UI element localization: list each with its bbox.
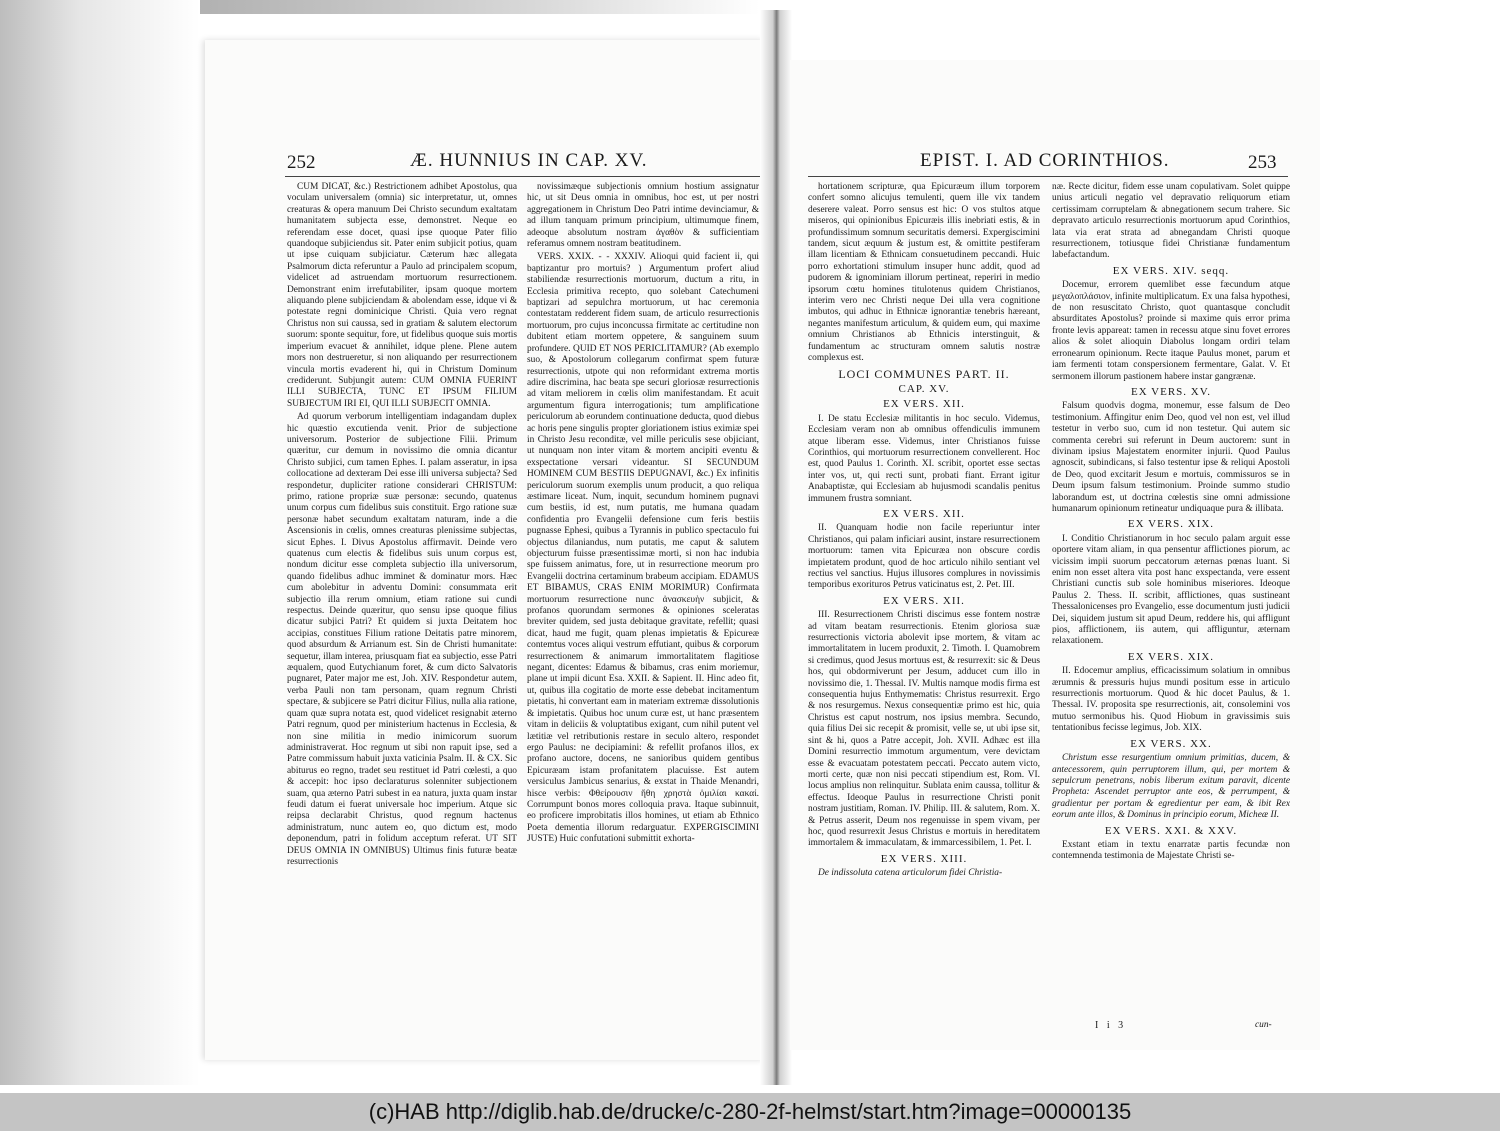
paragraph: I. Conditio Christianorum in hoc seculo palam arguit esse oportere vitam aliam, in qua pensentur afflictiones piorum, ac vicissim impii suorum peccatorum æternas pœnas luant. Si enim non esset altera vita post hanc exspectanda, vere essent Christiani cunctis sub sole hominibus miseriores. Ideoque Paulus 2. Thess. II. scribit, afflictiones, quas sustineant Thessalonicenses pro Evangelio, esse documentum justi judicii Dei, siquidem justum sit apud Deum, reddere his, qui affligunt pios, afflictionem, iis autem, qui affliguntur, æternam relaxationem. bbox=[1052, 533, 1290, 647]
copyright-footer bbox=[0, 1093, 1500, 1131]
footer-text: (c)HAB http://diglib.hab.de/drucke/c-280-2f-helmst/start.htm?image=00000135 bbox=[368, 1099, 1132, 1124]
left-running-head: Æ. HUNNIUS IN CAP. XV. bbox=[410, 150, 648, 171]
paragraph: Ad quorum verborum intelligentiam indagandam duplex hic quæstio excutienda venit. Prior de subjectione universorum. Posterior de subjectione Filii. Primum quæritur, cur demum in novissimo die omnia dicantur Christo subjici, cum tamen Ephes. I. palam asseratur, in ipsa collocatione ad dexteram Dei esse illi universa subjecta? Sed respondetur, dupliciter ratione considerari CHRISTUM: primo, ratione propriæ suæ personæ: secundo, quatenus unum corpus cum fidelibus suis constituit. Ergo ratione suæ personæ habet secundum exaltatam naturam, inde a die Ascensionis in cœlis, omnes creaturas plenissime subjectas, sicut Ephes. I. Divus Apostolus affirmavit. Deinde vero quatenus cum electis & fidelibus suis unum corpus est, nondum dicitur esse completa subjectio illa universorum, quando fidelibus adhuc imminet & dominatur mors. Hæc cum abolebitur in adventu Domini: consummata erit subjectio illa rerum omnium, etiam ratione sui cundi respectus. Deinde quæritur, quo sensu ipse quoque filius dicatur subjici Patri? Et quidem si juxta Deitatem hoc accipias, constitues Filium ratione Deitatis patre minorem, quod absurdum & Arrianum est. Sin de Christi humanitate: sequetur, illam interea, priusquam fiat ea subjectio, esse Patri æqualem, quod Eutychianum foret, & cum dicto Salvatoris pugnaret, Pater major me est, Joh. XIV. Respondetur autem, verba Pauli non tam personam, quam regnum Christi spectare, & subjicere se Patri dicitur Filius, nulla alia ratione, quam quæ supra notata est, quod videlicet resignabit æterno Patri regnum, quod per ministerium hactenus in Ecclesia, & non sine militia in medio inimicorum suorum administraverat. Hoc regnum ut sibi non rapuit ipse, sed a Patre commissum habuit juxta vaticinia Psalm. II. & CX. Sic abiturus eo regno, tradet seu restituet id Patri cœlesti, a quo & accepit: hoc ipso declaraturus solenniter subjectionem suam, qua æterno Patri subest in ea natura, juxta quam instar feudi datum ei fuerat universale hoc imperium. Atque sic reipsa declarabit Christus, quod regnum hactenus administratum, nunc autem eo, quo dictum est, modo deponendum, patri in folidum acceptum referat. UT SIT DEUS OMNIA IN OMNIBUS) Ultimus finis futuræ beatæ resurrectionis bbox=[287, 412, 517, 867]
right-column-2 bbox=[1052, 182, 1290, 1052]
right-head-rule bbox=[808, 176, 1288, 177]
left-head-rule bbox=[285, 176, 760, 177]
verse-heading: EX VERS. XII. bbox=[883, 507, 965, 520]
left-column-2 bbox=[527, 182, 759, 1052]
chapter-heading: CAP. XV. bbox=[898, 382, 950, 395]
signature-mark: I i 3 bbox=[1095, 1020, 1127, 1031]
left-column-1 bbox=[287, 182, 517, 1052]
verse-heading: EX VERS. XXI. & XXV. bbox=[1104, 824, 1238, 837]
verse-heading: EX VERS. XIX. bbox=[1127, 518, 1215, 531]
section-heading: LOCI COMMUNES PART. II. bbox=[838, 366, 1010, 381]
paragraph: II. Edocemur amplius, efficacissimum solatium in omnibus ærumnis & pressuris hujus mundi positum esse in articulo resurrectionis mortuorum. Quod & hic docet Paulus, & 1. Thessal. IV. proposita spe resurrectionis, ait, consolemini vos mutuo sermonibus his. Quod Hiobum in gravissimis suis tentationibus fecisse legimus, Job. XIX. bbox=[1052, 666, 1290, 734]
left-page bbox=[205, 40, 765, 1060]
right-running-head: EPIST. I. AD CORINTHIOS. bbox=[920, 150, 1170, 171]
verse-heading: EX VERS. XV. bbox=[1130, 385, 1212, 398]
verse-heading: EX VERS. XII. bbox=[883, 594, 965, 607]
right-page bbox=[790, 60, 1320, 1050]
paragraph: Christum esse resurgentium omnium primitias, ducem, & antecessorem, quin perruptorem illum, qui, per mortem & sepulcrum penetrans, nobis liberum exitum paravit, dicente Propheta: Ascendet perruptor ante eos, & perrumpent, & gradientur per portam & egredientur per eam, & ibit Rex eorum ante illos, & Dominus in principio eorum, Micheæ II. bbox=[1052, 753, 1290, 821]
paragraph: III. Resurrectionem Christi discimus esse fontem nostræ ad vitam beatam resurrectionis. Etenim gloriosa suæ resurrectionis victoria abolevit ipse mortem, & vitam ac immortalitatem in lucem produxit, 2. Timoth. I. Quamobrem si credimus, quod Jesus mortuus est, & resurrexit: sic & Deus hos, qui obdormiverunt per Jesum, adducet cum illo in novissimo die, 1. Thessal. IV. Multis namque modis firma est consequentia hujus Enthymematis: Christus resurrexit. Ergo & nos resurgemus. Nexus consequentiæ primo est hic, quia Christus est caput nostrum, nos ipsius membra. Secundo, quia filius Dei sic recepit & promisit, velle se, ut ubi ipse sit, sint & hi, quos a Patre accepit, Joh. XVII. Adhæc est illa Domini resurrectio immotum argumentum, vere devictam esse & evacuatam potestatem peccati. Peccato autem victo, morti certe, quæ non nisi peccati stipendium est, Rom. VI. locus amplius non relinquitur. Sublata enim caussa, tollitur & effectus. Ideoque Paulus in resurrectione Christi ponit nostram justitiam, Roman. IV. Philip. III. & salutem, Rom. X. & Petrus asserit, Deum nos regenuisse in spem vivam, per hoc, quod resurrexit Jesus Christus e mortuis in hereditatem immortalem & immaculatam, & immarcessibilem, 1. Pet. I. bbox=[808, 610, 1040, 849]
paragraph: CUM DICAT, &c.) Restrictionem adhibet Apostolus, qua voculam universalem (omnia) sic interpretatur, ut, omnes creaturas & opera manuum Dei Christo secundum exaltatam humanitatem subjecta esse, demonstret. Neque eo referendam esse docet, quasi ipse quoque Pater filio quandoque subjiciendus sit. Pater enim subjicit potius, quam ut ipse cuiquam subjiciatur. Cæterum hæc allegata Psalmorum dicta referuntur a Paulo ad principalem scopum, videlicet ad astruendam mortuorum resurrectionem. Demonstrant enim irrefutabiliter, ipsam quoque mortem aliquando plene subjiciendam & abolendam esse, idque vi & potestate regni dominicique Christi. Quia vero regnat Christus non sui caussa, sed in gratiam & salutem electorum suorum: sponte sequitur, fore, ut fidelibus quoque suis mortis imperium evacuet & annihilet, idque plene. Plene autem mors non destrueretur, si non aliquando per resurrectionem vincula mortis evaderent hi, qui in Christum Dominum crediderunt. Subjungit autem: CUM OMNIA FUERINT ILLI SUBJECTA, TUNC ET IPSUM FILIUM SUBJECTUM IRI EI, QUI ILLI SUBJECIT OMNIA. bbox=[287, 182, 517, 409]
verse-heading: EX VERS. XII. bbox=[883, 398, 965, 411]
verse-heading: EX VERS. XIV. seqq. bbox=[1112, 264, 1230, 277]
left-page-number: 252 bbox=[287, 152, 316, 173]
paragraph: novissimæque subjectionis omnium hostium assignatur hic, ut sit Deus omnia in omnibus, hoc est, ut per nostri aggregationem in Christum Deo Patri intime devinciamur, & ad illum tanquam primum principium, ultimumque finem, adeoque absolutum nostram ἀγαθὸν & sufficientiam referamus omnem nostram beatitudinem. bbox=[527, 182, 759, 250]
paragraph: Exstant etiam in textu enarratæ partis fecundæ non contemnenda testimonia de Majestate Christi se- bbox=[1052, 839, 1290, 862]
paragraph: I. De statu Ecclesiæ militantis in hoc seculo. Videmus, Ecclesiam veram non ab omnibus offendiculis immunem atque liberam esse. Videmus, inter Christianos fuisse Corinthios, qui mortuorum resurrectionem convellerent. Hoc est, quod Paulus 1. Corinth. XI. scribit, oportet esse sectas inter vos, ut, qui recti sunt, probati fiant. Errant igitur Anabaptistæ, qui Ecclesiam ab hujusmodi scandalis penitus immunem frustra somniant. bbox=[808, 413, 1040, 504]
paragraph: hortationem scripturæ, qua Epicuræum illum torporem confert somno alicujus temulenti, quem ille vix tandem deserere valeat. Porro sensus est hic: O vos stultos atque miseros, qui opinionibus Epicuræis illis inebriati estis, & in profundissimum somnum securitatis demersi. Expergiscimini tandem, sicut æquum & justum est, & omittite pestiferam illam licentiam & Ethnicam consuetudinem peccandi. Huic porro exhortationi stimulum insuper hunc addit, quod ad pudorem & ignominiam illorum pertineat, reperiri in medio ipsorum cœtu homines titulotenus quidem Christianos, interim vero nec Christi neque Dei ulla vera cognitione imbutos, qui adhuc in Ethnicæ ignorantiæ tenebris hæreant, negantes manifestum articulum, & quidem eum, qui maxime omnium Christianos ab Ethnicis interstinguit, & fundamentum ac structuram omnem salutis nostræ complexus est. bbox=[808, 182, 1040, 364]
paragraph: næ. Recte dicitur, fidem esse unam copulativam. Solet quippe unius articuli negatio vel depravatio reliquorum etiam certissimam corruptelam & abnegationem secum trahere. Sic depravato articulo resurrectionis mortuorum apud Corinthios, lata via erat strata ad abnegandam Christi quoque resurrectionem, totiusque fidei Christianæ fundamentum labefactandum. bbox=[1052, 182, 1290, 261]
paragraph: II. Quanquam hodie non facile reperiuntur inter Christianos, qui palam inficiari ausint, instare resurrectionem mortuorum: tamen vita Epicuræa non obscure cordis impietatem produnt, quod de hoc articulo nihilo sentiant vel rectius vel sanctius. Hujus illusores complures in novissimis temporibus exorituros Petrus vaticinatus est, 2. Pet. III. bbox=[808, 523, 1040, 591]
paragraph: VERS. XXIX. - - XXXIV. Alioqui quid facient ii, qui baptizantur pro mortuis? ) Argumentum profert aliud stabiliendæ resurrectionis mortuorum, ductum a ritu, in Ecclesia primitiva recepto, quo solebant Catechumeni baptizari ad sepulchra mortuorum, ut hac ceremonia contestatam redderent fidem suam, de articulo resurrectionis mortuorum, pro cujus inconcussa firmitate ac certitudine non dubitent etiam mortem oppetere, & sanguinem suum profundere. QUID ET NOS PERICLITAMUR? (Ab exemplo suo, & Apostolorum collegarum confirmat spem futuræ resurrectionis, utpote qui non reformidant extrema mortis adire discrimina, hac beata spe securi gloriosæ resurrectionis ad vitam meliorem in cœlis olim manifestandam. Et acuit argumentum figura interrogationis; tum amplificatione periculorum ab eorundem continuatione deducta, quod diebus ac horis pene singulis propter gloriationem istius eximiæ spei in Christo Jesu reconditæ, vel mille periculis sese objiciant, ut nunquam non inter vitam & mortem ancipiti eventu & exspectatione versari videantur. SI SECUNDUM HOMINEM CUM BESTIIS DEPUGNAVI, &c.) Ex infinitis periculorum suorum exemplis unum producit, a quo reliqua æstimare liceat. Num, inquit, secundum hominem pugnavi cum bestiis, id est, num putatis, me humana quadam confidentia pro Evangelii defensione cum feris bestiis pugnasse Ephesi, quibus a Tyrannis in publico spectaculo fui objectus dilaniandus, num putatis, me caput & salutem objecturum fuisse præsentissimæ morti, si non hac indubia spe fuissem animatus, fore, ut in resurrectione meorum pro Evangelii doctrina certaminum brabeum accipiam. EDAMUS ET BIBAMUS, CRAS ENIM MORIMUR) Confirmata mortuorum resurrectione nunc ἀνασκευὴν subjicit, & profanos quorundam sermones & opiniones sceleratas breviter quidem, sed justa debitaque gravitate, refellit; quasi dicat, haud me fugit, quam plenas impietatis & Epicureæ contemtus voces aliqui vestrum effutiant, quibus & corporum resurrectionem & animarum immortalitatem flagitiose negant, dicentes: Edamus & bibamus, cras enim moriemur, plane ut impii dicunt Esa. XXII. & Sapient. II. Hinc adeo fit, ut, quibus illa cogitatio de morte esse debebat incitamentum pietatis, hi convertant eam in materiam extremæ dissolutionis & impietatis. Quibus hoc unum curæ est, ut hanc præsentem vitam in deliciis & voluptatibus exigant, cum nihil putent vel lætitiæ vel retributionis restare in seculo altero, respondet ergo Paulus: ne decipiamini: & refellit profanos illos, ex profano auctore, docens, ne sanioribus quidem gentibus Epicuræam istam profanitatem placuisse. Est autem versiculus Jambicus senarius, & exstat in Thaide Menandri, hisce verbis: Φθείρουσιν ἤθη χρηστὰ ὁμιλίαι κακαί. Corrumpunt bonos mores colloquia prava. Itaque subinnuit, eo proficere improbitatis illos homines, ut etiam ab Ethnico Poeta dementia illorum redarguatur. EXPERGISCIMINI JUSTE) Huic confutationi submittit exhorta- bbox=[527, 252, 759, 845]
verse-heading: EX VERS. XIX. bbox=[1127, 650, 1215, 663]
verse-heading: EX VERS. XX. bbox=[1130, 737, 1212, 750]
paragraph: Docemur, errorem quemlibet esse fæcundum atque μεγαλοπλάσιον, infinite multiplicatum. Ex una falsa hypothesi, de non resuscitato Christo, quot quantasque concludit absurditates Apostolus? proinde si maxime quis error prima fronte levis appareat: tamen in recessu atque sinu fovet errores alios & solet alioquin Diabolus longam ordiri telam erronearum opinionum. Recte itaque Paulus monet, parum et iam fermenti totam conspersionem fermentare, Galat. V. Et sermonem illorum pastionem habere instar gangrænæ. bbox=[1052, 280, 1290, 382]
right-page-number: 253 bbox=[1248, 152, 1277, 173]
scan-border-left bbox=[0, 0, 200, 1085]
book-gutter bbox=[760, 10, 792, 1085]
paragraph: De indissoluta catena articulorum fidei Christia- bbox=[818, 868, 1003, 879]
verse-heading: EX VERS. XIII. bbox=[880, 852, 968, 865]
right-column-1 bbox=[808, 182, 1040, 1052]
catchword: cun- bbox=[1255, 1020, 1272, 1030]
paragraph: Falsum quodvis dogma, monemur, esse falsum de Deo testimonium. Affingitur enim Deo, quod vel non est, vel illud testetur in verbo suo, cum id non testetur. Qui autem sic commenta cerebri sui referunt in Deum auctorem: sunt in divinam ipsius Majestatem enormiter injurii. Quod Paulus agnoscit, subindicans, si falso testentur ipse & reliqui Apostoli de Deo, quod excitarit Jesum e mortuis, commissuros se in Deum ipsum falsum testimonium. Proinde summo studio laborandum est, ut doctrina cœlestis sine omni admissione humanarum opinionum retineatur undiquaque pura & illibata. bbox=[1052, 401, 1290, 514]
